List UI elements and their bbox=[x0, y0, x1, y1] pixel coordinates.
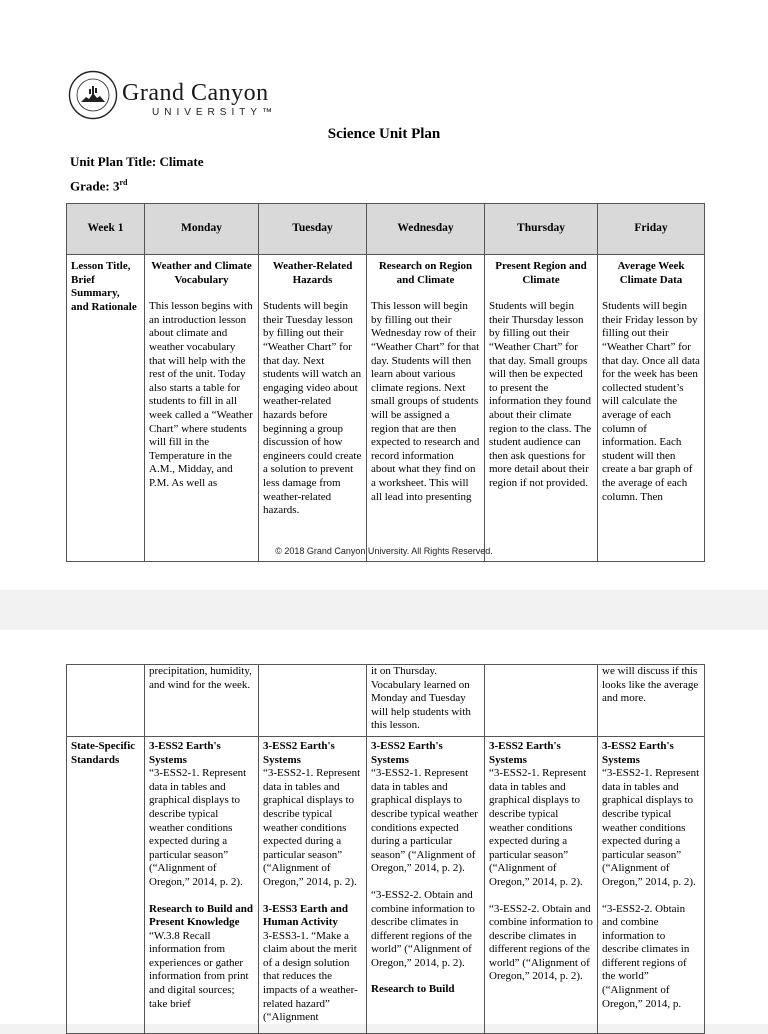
standard-text: “3-ESS2-2. Obtain and combine information to describe climates in different regions of the world” (“Alignment of Oregon,” 2014, p. bbox=[602, 902, 690, 1010]
lesson-summary: Students will begin their Tuesday lesson by filling out their “Weather Chart” for that day. Next students will watch an engaging video about weather-related hazards before beginning a group discussion of how engineers could create a solution to prevent less damage from weather-related hazards. bbox=[263, 300, 362, 517]
cell-tuesday bbox=[259, 255, 367, 562]
standard-text: “3-ESS2-1. Represent data in tables and graphical displays to describe typical weather conditions expected during a particular season” (“Alignment of Oregon,” 2014, p. 2). bbox=[602, 767, 700, 888]
cont-cell-friday: we will discuss if this looks like the average and more. bbox=[598, 665, 705, 737]
cont-cell-thursday bbox=[485, 665, 598, 737]
standard-title: 3-ESS3 Earth and Human Activity bbox=[263, 902, 348, 929]
grade-label bbox=[70, 178, 127, 194]
standard-title: 3-ESS2 Earth's Systems bbox=[602, 739, 674, 766]
cell-wednesday bbox=[367, 255, 485, 562]
cont-cell bbox=[67, 665, 145, 737]
header-friday: Friday bbox=[598, 204, 705, 255]
lesson-summary: This lesson begins with an introduction lesson about climate and weather vocabulary that will help with the rest of the unit. Today also starts a table for students to fill in all week called a “Weather Chart” where students will fill in the Temperature in the A.M., Midday, and P.M. As well as bbox=[149, 300, 253, 489]
lesson-title: Average Week Climate Data bbox=[617, 260, 685, 286]
header-monday: Monday bbox=[145, 204, 259, 255]
grade-text: Grade: 3 bbox=[70, 178, 120, 194]
row-label-lesson: Lesson Title, Brief Summary, and Rationale bbox=[67, 255, 145, 562]
lesson-summary: This lesson will begin by filling out their Wednesday row of their “Weather Chart” for that day. Students will then learn about various climate regions. Next small groups of students will be assigned a region that are then expected to research and record information about what they find on a worksheet. This will all lead into presenting bbox=[371, 300, 480, 503]
standards-wednesday bbox=[367, 736, 485, 1033]
standard-text: “3-ESS2-1. Represent data in tables and graphical displays to describe typical weather conditions expected during a particular season” (“Alignment of Oregon,” 2014, p. 2). bbox=[263, 767, 361, 888]
university-logo bbox=[68, 70, 298, 122]
standards-thursday bbox=[485, 736, 598, 1033]
lesson-title: Present Region and Climate bbox=[495, 260, 587, 286]
cell-thursday bbox=[485, 255, 598, 562]
logo-subtitle: UNIVERSITY™ bbox=[152, 107, 278, 118]
header-thursday: Thursday bbox=[485, 204, 598, 255]
standard-text: “3-ESS2-1. Represent data in tables and graphical displays to describe typical weather conditions expected during a particular season” (“Alignment of Oregon,” 2014, p. 2). bbox=[489, 767, 587, 888]
standard-text: “3-ESS2-2. Obtain and combine information to describe climates in different regions of the world” (“Alignment of Oregon,” 2014, p. 2). bbox=[371, 888, 475, 969]
row-label-standards: State-Specific Standards bbox=[67, 736, 145, 1033]
copyright-footer: © 2018 Grand Canyon University. All Rights Reserved. bbox=[275, 546, 493, 556]
standard-title: 3-ESS2 Earth's Systems bbox=[149, 739, 221, 766]
cell-friday bbox=[598, 255, 705, 562]
lesson-title: Weather and Climate Vocabulary bbox=[151, 260, 252, 286]
university-seal-icon bbox=[68, 70, 118, 120]
standards-table bbox=[66, 664, 705, 1034]
document-title: Science Unit Plan bbox=[327, 126, 441, 142]
standard-text: “3-ESS2-2. Obtain and combine information to describe climates in different regions of the world” (“Alignment of Oregon,” 2014, p. 2). bbox=[489, 902, 593, 983]
header-week: Week 1 bbox=[67, 204, 145, 255]
standard-text: 3-ESS3-1. “Make a claim about the merit of a design solution that reduces the impacts of a weather-related hazard” (“Alignment bbox=[263, 929, 358, 1024]
standard-text: “3-ESS2-1. Represent data in tables and graphical displays to describe typical weather conditions expected during a particular season” (“Alignment of Oregon,” 2014, p. 2). bbox=[149, 767, 247, 888]
standards-monday bbox=[145, 736, 259, 1033]
header-tuesday: Tuesday bbox=[259, 204, 367, 255]
unit-plan-title: Unit Plan Title: Climate bbox=[70, 154, 204, 169]
cont-cell-wednesday: it on Thursday. Vocabulary learned on Monday and Tuesday will help students with this lesson. bbox=[367, 665, 485, 737]
standard-title: 3-ESS2 Earth's Systems bbox=[489, 739, 561, 766]
standard-title: Research to Build bbox=[371, 983, 455, 996]
grade-superscript: rd bbox=[119, 178, 128, 187]
standards-tuesday bbox=[259, 736, 367, 1033]
cont-cell-monday: precipitation, humidity, and wind for the week. bbox=[145, 665, 259, 737]
lesson-title: Research on Region and Climate bbox=[378, 260, 473, 286]
table-row bbox=[67, 255, 705, 562]
table-header-row bbox=[67, 204, 705, 255]
standard-title: Research to Build and Present Knowledge bbox=[149, 902, 254, 929]
table-row bbox=[67, 665, 705, 737]
lesson-title: Weather-Related Hazards bbox=[272, 260, 353, 286]
lesson-summary: Students will begin their Friday lesson by filling out their “Weather Chart” for that day. Once all data for the week has been collected student’s will calculate the average of each column of information. Each student will then create a bar graph of the average of each column. Then bbox=[602, 300, 700, 503]
lesson-summary: Students will begin their Thursday lesson by filling out their “Weather Chart” for that day. Small groups will then be expected to present the information they found about their climate region to the class. The student audience can then ask questions for more detail about their region if not provided. bbox=[489, 300, 592, 489]
standard-title: 3-ESS2 Earth's Systems bbox=[371, 739, 443, 766]
standard-text: “3-ESS2-1. Represent data in tables and graphical displays to describe typical weather conditions expected during a particular season” (“Alignment of Oregon,” 2014, p. 2). bbox=[371, 767, 478, 875]
standards-friday bbox=[598, 736, 705, 1033]
lesson-table bbox=[66, 203, 705, 562]
logo-wordmark: Grand Canyon bbox=[122, 80, 269, 106]
cell-monday bbox=[145, 255, 259, 562]
header-wednesday: Wednesday bbox=[367, 204, 485, 255]
standard-text: “W.3.8 Recall information from experiences or gather information from print and digital sources; take brief bbox=[149, 929, 249, 1010]
table-row bbox=[67, 736, 705, 1033]
standard-title: 3-ESS2 Earth's Systems bbox=[263, 739, 335, 766]
cont-cell-tuesday bbox=[259, 665, 367, 737]
